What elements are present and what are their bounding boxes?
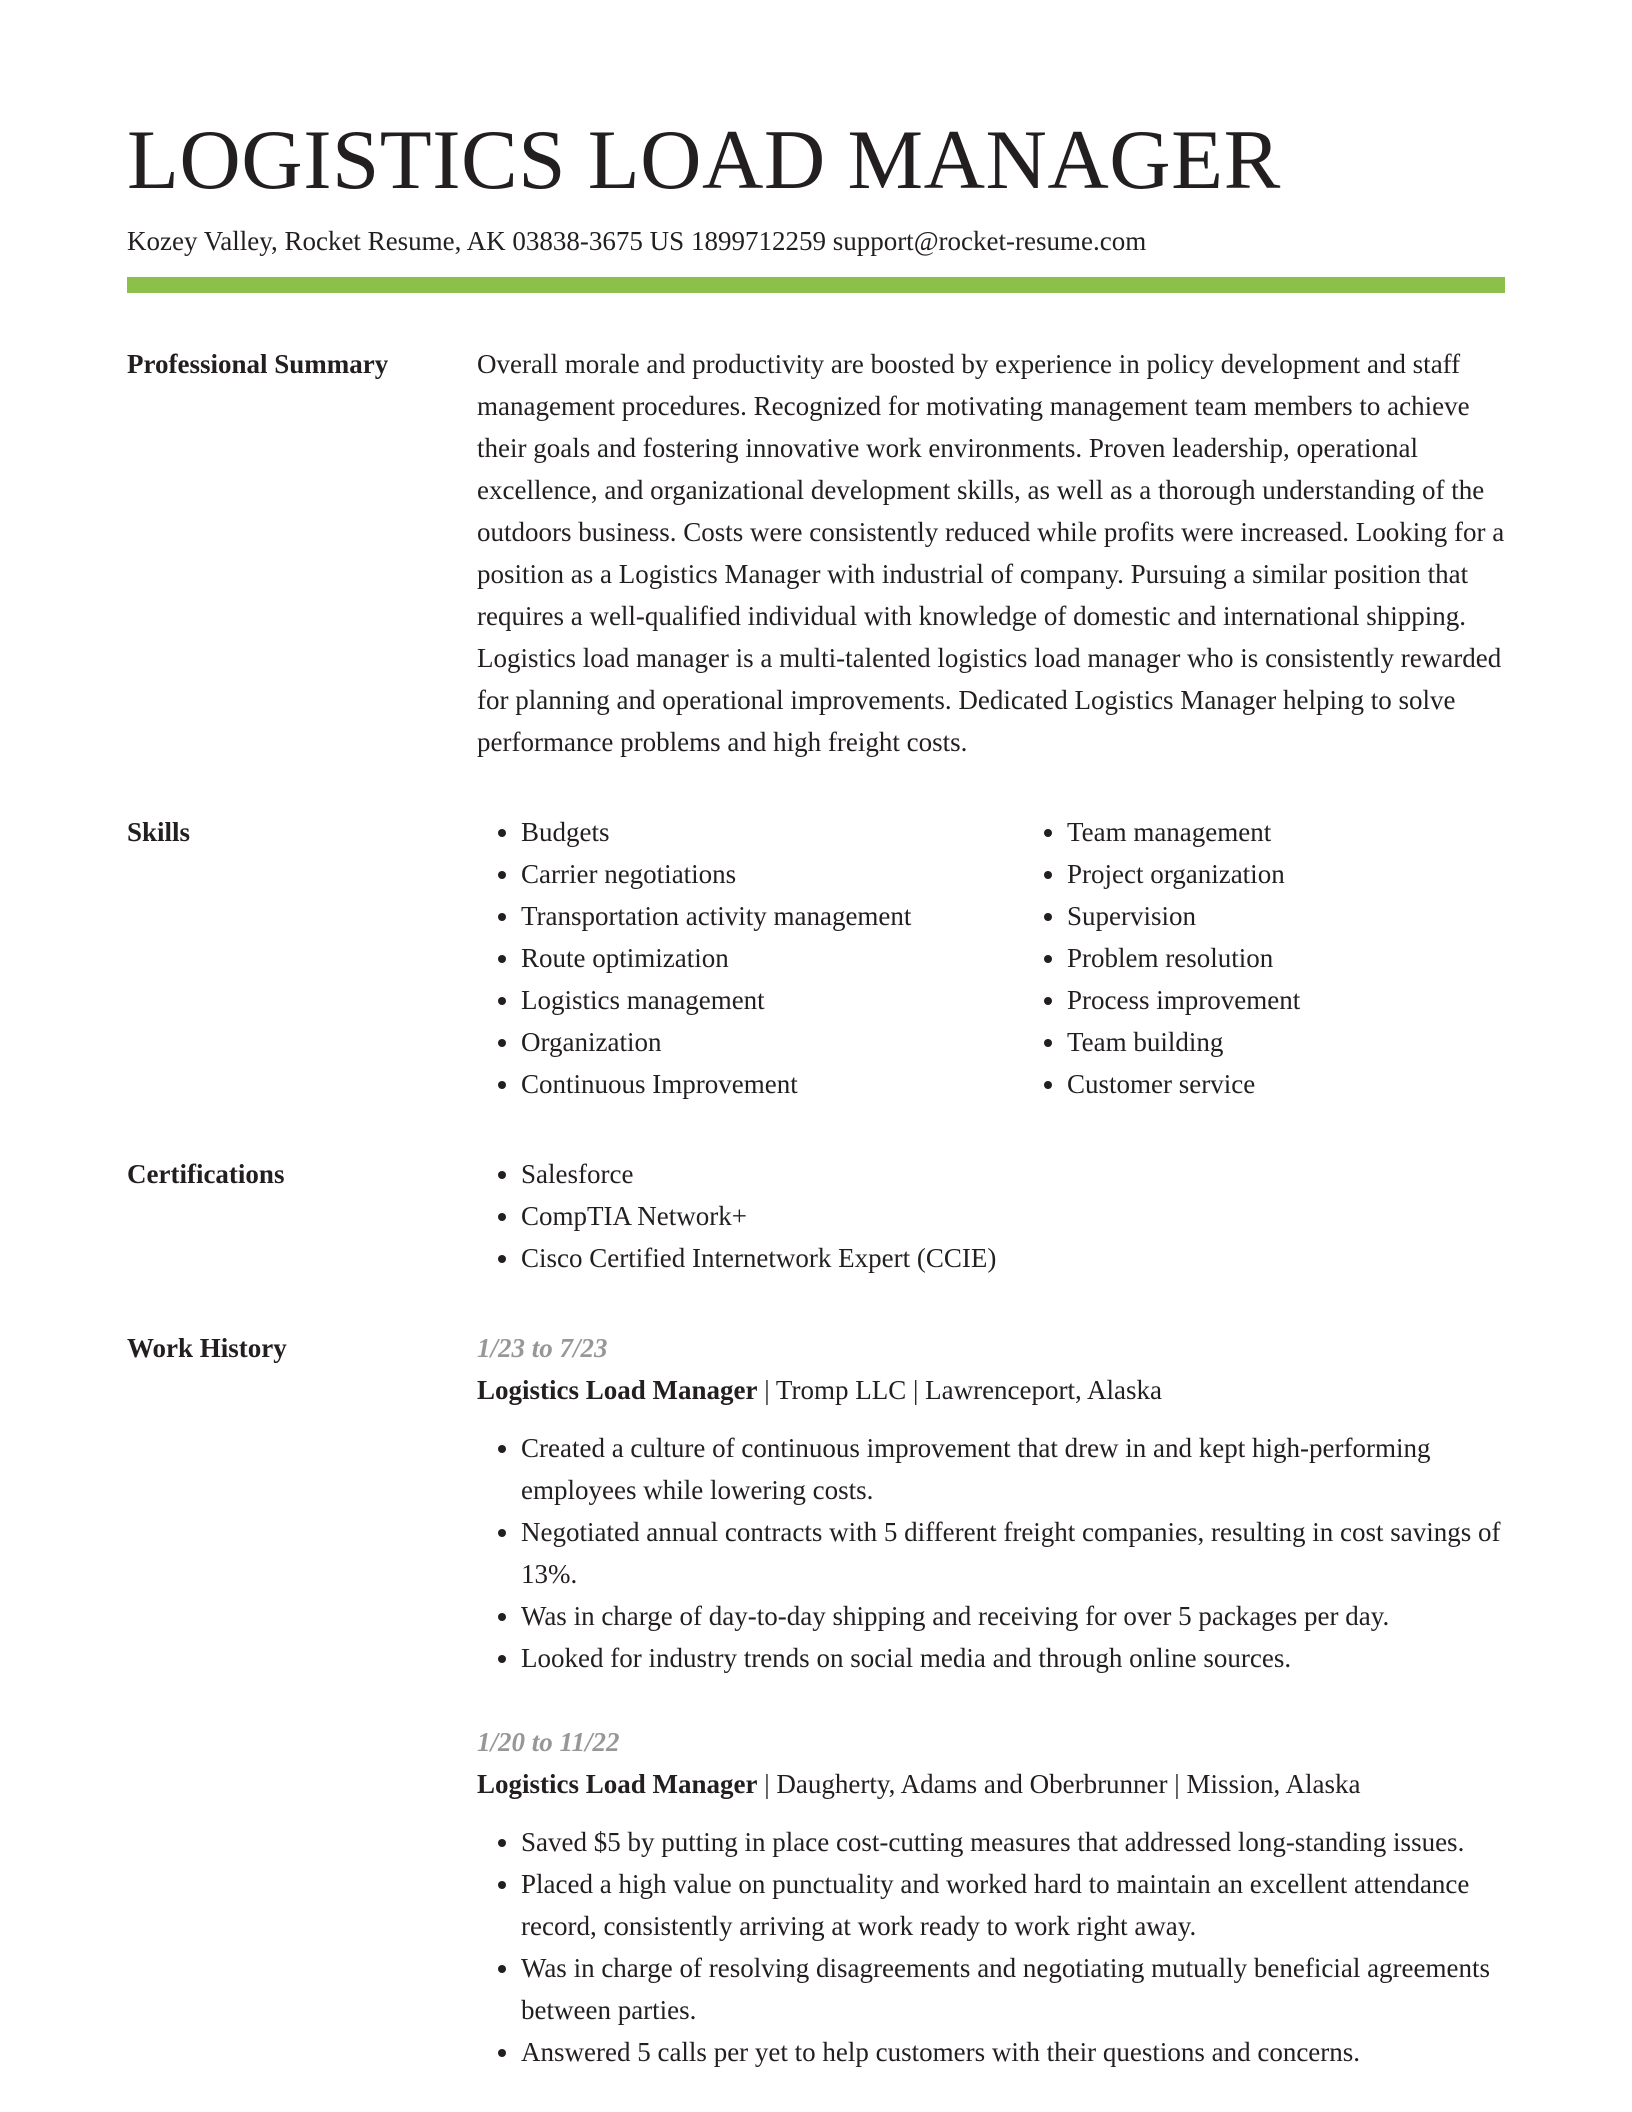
job-bullet: • Was in charge of day-to-day shipping and receiving for over 5 packages per day. (521, 1595, 1505, 1637)
skill-item: • Supervision (1067, 895, 1300, 937)
skills-list-left (477, 811, 1023, 1105)
job-company-location: | Daugherty, Adams and Oberbrunner | Mission, Alaska (757, 1769, 1361, 1800)
skill-item: • Team management (1067, 811, 1300, 853)
job-entry (477, 1721, 1505, 2073)
skill-item: • Route optimization (521, 937, 1023, 979)
skill-item: • Carrier negotiations (521, 853, 1023, 895)
job-bullet: • Answered 5 calls per yet to help customers with their questions and concerns. (521, 2031, 1505, 2073)
job-header (477, 1369, 1505, 1411)
contact-address: Kozey Valley, Rocket Resume, AK 03838-3675 US (127, 226, 685, 256)
contact-email[interactable]: support@rocket-resume.com (832, 226, 1147, 256)
skill-item: • Budgets (521, 811, 1023, 853)
certification-item: • CompTIA Network+ (521, 1195, 1505, 1237)
skill-item: • Organization (521, 1021, 1023, 1063)
certifications-heading: Certifications (127, 1159, 285, 1190)
job-bullet: • Created a culture of continuous improvement that drew in and kept high-performing employees while lowering costs. (521, 1427, 1505, 1511)
skill-item: • Process improvement (1067, 979, 1300, 1021)
skill-item: • Customer service (1067, 1063, 1300, 1105)
job-title: Logistics Load Manager (477, 1769, 758, 1800)
candidate-name: LOGISTICS LOAD MANAGER (127, 113, 1281, 207)
job-bullets (477, 1821, 1505, 2073)
contact-phone: 1899712259 (690, 226, 826, 256)
job-title: Logistics Load Manager (477, 1375, 758, 1406)
job-bullet: • Negotiated annual contracts with 5 different freight companies, resulting in cost savings of 13%. (521, 1511, 1505, 1595)
certification-item: • Cisco Certified Internetwork Expert (CCIE) (521, 1237, 1505, 1279)
certifications-list (477, 1153, 1505, 1279)
skills-heading: Skills (127, 817, 191, 848)
certifications-section (127, 1153, 1505, 1279)
job-bullet: • Placed a high value on punctuality and worked hard to maintain an excellent attendance record, consistently arriving at work ready to work right away. (521, 1863, 1505, 1947)
accent-divider (127, 277, 1505, 293)
job-bullet: • Was in charge of resolving disagreements and negotiating mutually beneficial agreements between parties. (521, 1947, 1505, 2031)
job-header (477, 1763, 1505, 1805)
skill-item: • Continuous Improvement (521, 1063, 1023, 1105)
summary-heading: Professional Summary (127, 349, 389, 380)
job-bullets (477, 1427, 1505, 1679)
contact-line (127, 225, 1505, 257)
certification-item: • Salesforce (521, 1153, 1505, 1195)
skills-list-right (1023, 811, 1300, 1105)
work-history-heading: Work History (127, 1333, 287, 1364)
job-dates: 1/20 to 11/22 (477, 1727, 620, 1758)
job-dates: 1/23 to 7/23 (477, 1333, 608, 1364)
skill-item: • Logistics management (521, 979, 1023, 1021)
skill-item: • Problem resolution (1067, 937, 1300, 979)
summary-text: Overall morale and productivity are boosted by experience in policy development and staff management procedures. Recognized for motivating management team members to achieve their goals and fostering innovative work environments. Proven leadership, operational excellence, and organizational development skills, as well as a thorough understanding of the outdoors business. Costs were consistently reduced while profits were increased. Looking for a position as a Logistics Manager with industrial of company. Pursuing a similar position that requires a well-qualified individual with knowledge of domestic and international shipping. Logistics load manager is a multi-talented logistics load manager who is consistently rewarded for planning and operational improvements. Dedicated Logistics Manager helping to solve performance problems and high freight costs. (477, 349, 1505, 758)
skill-item: • Project organization (1067, 853, 1300, 895)
job-bullet: • Looked for industry trends on social media and through online sources. (521, 1637, 1505, 1679)
skill-item: • Transportation activity management (521, 895, 1023, 937)
job-bullet: • Saved $5 by putting in place cost-cutting measures that addressed long-standing issues. (521, 1821, 1505, 1863)
job-company-location: | Tromp LLC | Lawrenceport, Alaska (757, 1375, 1162, 1406)
job-entry (477, 1327, 1505, 1679)
work-history-section (127, 1327, 1505, 2073)
skills-section (127, 811, 1505, 1105)
summary-section (127, 343, 1505, 763)
skill-item: • Team building (1067, 1021, 1300, 1063)
